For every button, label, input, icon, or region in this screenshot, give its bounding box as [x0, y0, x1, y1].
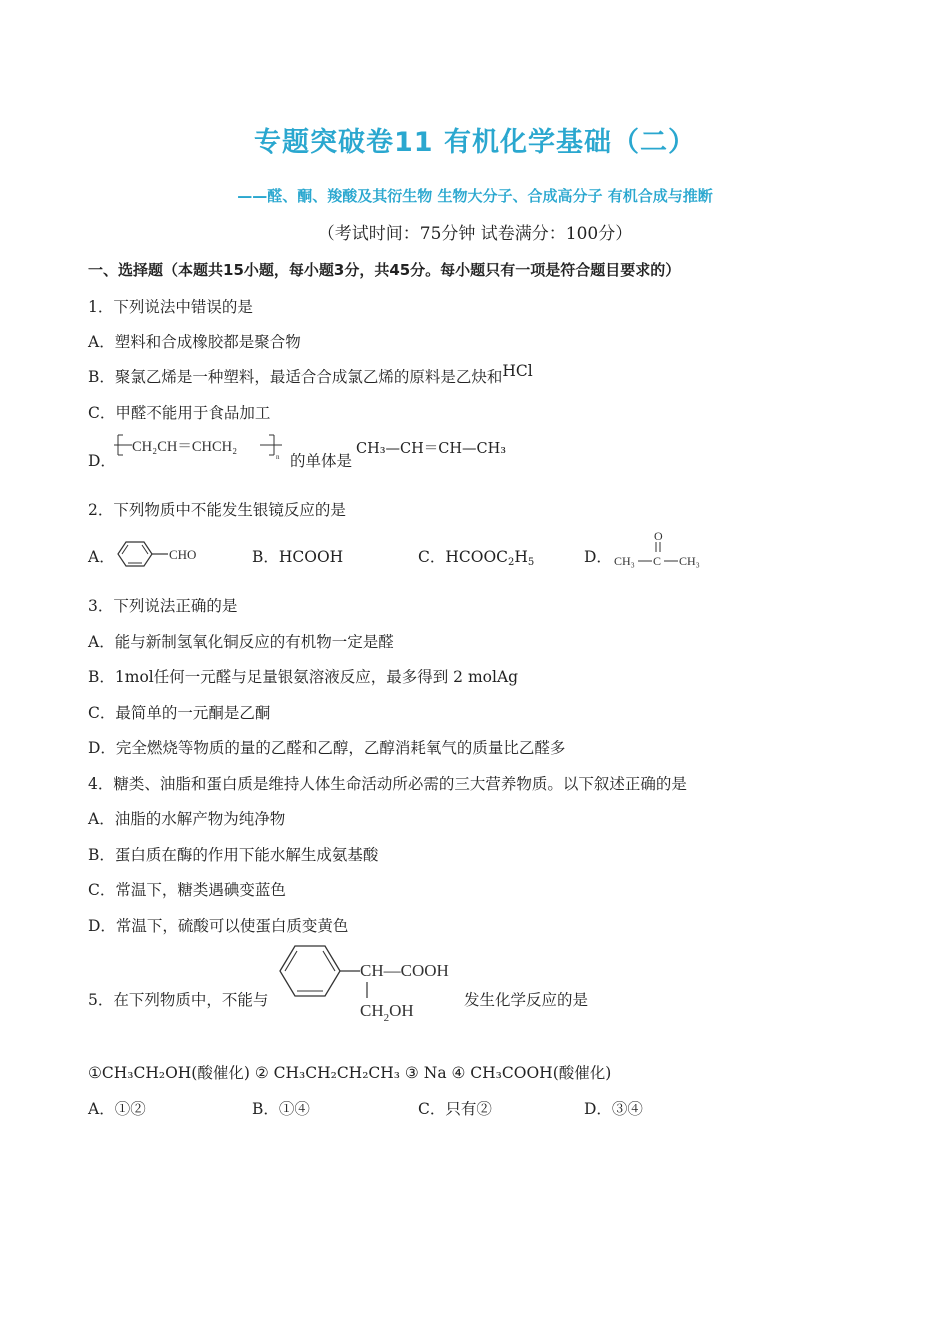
acetone-left-methyl: CH₃ [614, 554, 635, 568]
q1-stem: 1．下列说法中错误的是 [88, 298, 253, 316]
q3-option-c: C．最简单的一元酮是乙酮 [88, 704, 271, 722]
q4-option-a: A．油脂的水解产物为纯净物 [88, 810, 286, 828]
q2-option-c [418, 545, 534, 567]
q1-polymer-structure [112, 428, 292, 464]
q1-option-c: C．甲醛不能用于食品加工 [88, 404, 271, 422]
q5-structure-bottom-a: CH [360, 1001, 384, 1020]
acetone-oxygen: O [654, 529, 663, 543]
q1-option-b-hcl: HCl [502, 362, 533, 380]
q2-option-c-text2: H [514, 548, 528, 566]
q2-option-c-sub1: 2 [508, 557, 515, 568]
q1-polymer-text: CH₂CH＝CHCH₂ [132, 439, 238, 455]
q5-structure-bottom-b: OH [389, 1001, 414, 1020]
q5-option-d: D．③④ [584, 1100, 643, 1118]
q5-option-c: C．只有② [418, 1100, 492, 1118]
q3-option-b: B．1mol任何一元醛与足量银氨溶液反应，最多得到 2 molAg [88, 668, 519, 686]
q1-option-d-monomer: CH₃—CH＝CH—CH₃ [356, 441, 507, 457]
q2-option-a-group: CHO [169, 547, 197, 562]
q2-option-c-text1: C．HCOOC [418, 548, 509, 566]
section-heading: 一、选择题（本题共15小题，每小题3分，共45分。每小题只有一项是符合题目要求的） [88, 261, 681, 279]
q5-choices: ①CH₃CH₂OH(酸催化) ② CH₃CH₂CH₂CH₃ ③ Na ④ CH₃COOH(酸催化) [88, 1064, 612, 1082]
q1-option-d-mid: 的单体是 [290, 452, 353, 470]
q3-stem: 3．下列说法正确的是 [88, 597, 238, 615]
q5-structure-bottom-sub: 2 [383, 1012, 390, 1024]
q2-acetone-structure [612, 526, 712, 574]
page-title: 专题突破卷11 有机化学基础（二） [254, 127, 696, 158]
q2-benzaldehyde-structure [112, 538, 202, 570]
benzene-ring-icon [118, 542, 152, 566]
acetone-right-methyl: CH₃ [679, 554, 700, 568]
q5-structure-top: CH—COOH [360, 961, 449, 980]
q5-structure [275, 938, 470, 1028]
q4-option-d: D．常温下，硫酸可以使蛋白质变黄色 [88, 917, 349, 935]
q2-option-d-label: D． [584, 548, 612, 566]
q1-option-b-text: B．聚氯乙烯是一种塑料，最适合合成氯乙烯的原料是乙炔和 [88, 368, 503, 386]
q4-option-c: C．常温下，糖类遇碘变蓝色 [88, 881, 286, 899]
q2-stem: 2．下列物质中不能发生银镜反应的是 [88, 501, 346, 519]
q3-option-a: A．能与新制氢氧化铜反应的有机物一定是醛 [88, 633, 394, 651]
q3-option-d: D．完全燃烧等物质的量的乙醛和乙醇，乙醇消耗氧气的质量比乙醛多 [88, 739, 566, 757]
q5-stem-post: 发生化学反应的是 [464, 991, 589, 1009]
exam-info: （考试时间：75分钟 试卷满分：100分） [317, 224, 633, 244]
q5-option-a: A．①② [88, 1100, 146, 1118]
q5-structure-bottom [360, 1001, 414, 1024]
q4-option-b: B．蛋白质在酶的作用下能水解生成氨基酸 [88, 846, 379, 864]
q2-option-c-sub2: 5 [527, 557, 535, 568]
acetone-carbonyl-carbon: C [653, 554, 662, 568]
q2-option-a-label: A． [88, 548, 115, 566]
q1-option-b [88, 362, 533, 387]
q2-option-b: B．HCOOH [252, 548, 344, 566]
q1-polymer-n: n [276, 453, 280, 461]
q4-stem: 4．糖类、油脂和蛋白质是维持人体生命活动所必需的三大营养物质。以下叙述正确的是 [88, 775, 687, 793]
q5-option-b: B．①④ [252, 1100, 310, 1118]
q1-option-d-label: D． [88, 452, 116, 470]
benzene-ring-icon [280, 946, 340, 996]
q1-option-a: A．塑料和合成橡胶都是聚合物 [88, 333, 301, 351]
page-subtitle: ——醛、酮、羧酸及其衍生物 生物大分子、合成高分子 有机合成与推断 [237, 187, 713, 205]
q5-stem-pre: 5．在下列物质中，不能与 [88, 991, 269, 1009]
